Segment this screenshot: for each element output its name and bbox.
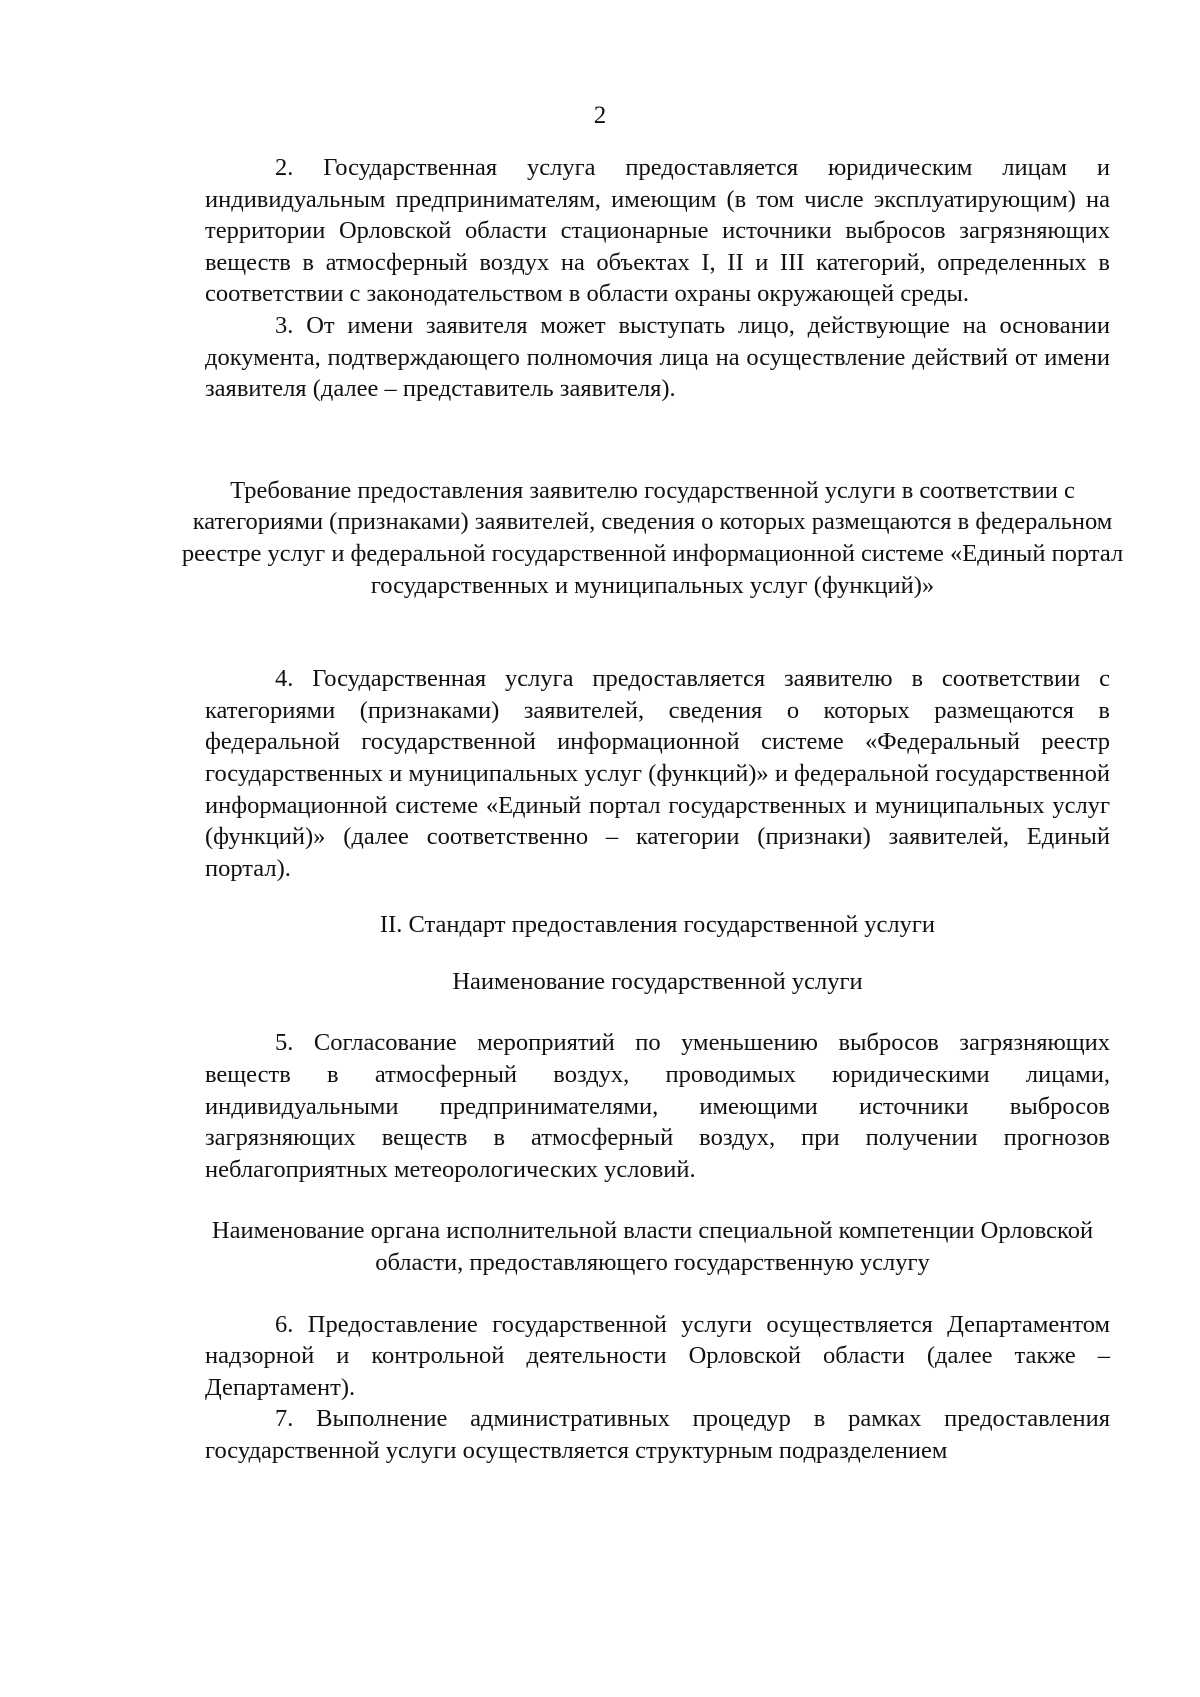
paragraph-5: 5. Согласование мероприятий по уменьшению выбросов загрязняющих веществ в атмосферный воздух, проводимых юридическими лицами, индивидуальными предпринимателями, имеющими источники выбросов загрязняющих веществ в атмосферный воздух, при получении прогнозов неблагоприятных метеорологических условий. [205,1029,1110,1183]
page-number: 2 [593,102,607,129]
section-heading-authority: Наименование органа исполнительной власти специальной компетенции Орловской области, предоставляющего государственную услугу [211,1217,1094,1277]
paragraph-4: 4. Государственная услуга предоставляется заявителю в соответствии с категориями (признаками) заявителей, сведения о которых размещаются в федеральной государственной информационной системе «Федеральный реестр государственных и муниципальных услуг (функций)» и федеральной государственной информационной системе «Единый портал государственных и муниципальных услуг (функций)» (далее соответственно – категории (признаки) заявителей, Единый портал). [205,665,1110,882]
paragraph-3: 3. От имени заявителя может выступать лицо, действующие на основании документа, подтверждающего полномочия лица на осуществление действий от имени заявителя (далее – представитель заявителя). [205,311,1110,403]
document-body [181,152,1124,1467]
paragraph-2: 2. Государственная услуга предоставляется юридическим лицам и индивидуальным предпринимателям, имеющим (в том числе эксплуатирующим) на территории Орловской области стационарные источники выбросов загрязняющих веществ в атмосферный воздух на объектах I, II и III категорий, определенных в соответствии с законодательством в области охраны окружающей среды. [205,154,1110,308]
section-heading-service-name: Наименование государственной услуги [452,967,863,995]
paragraph-6: 6. Предоставление государственной услуги осуществляется Департаментом надзорной и контрольной деятельности Орловской области (далее также – Департамент). [205,1310,1110,1401]
section-heading-standard: II. Стандарт предоставления государственной услуги [379,911,936,939]
section-heading-applicant-categories: Требование предоставления заявителю государственной услуги в соответствии с категориями (признаками) заявителей, сведения о которых размещаются в федеральном реестре услуг и федеральной государственной информационной системе «Единый портал государственных и муниципальных услуг (функций)» [181,476,1124,599]
paragraph-7: 7. Выполнение административных процедур в рамках предоставления государственной услуги осуществляется структурным подразделением [205,1405,1110,1464]
